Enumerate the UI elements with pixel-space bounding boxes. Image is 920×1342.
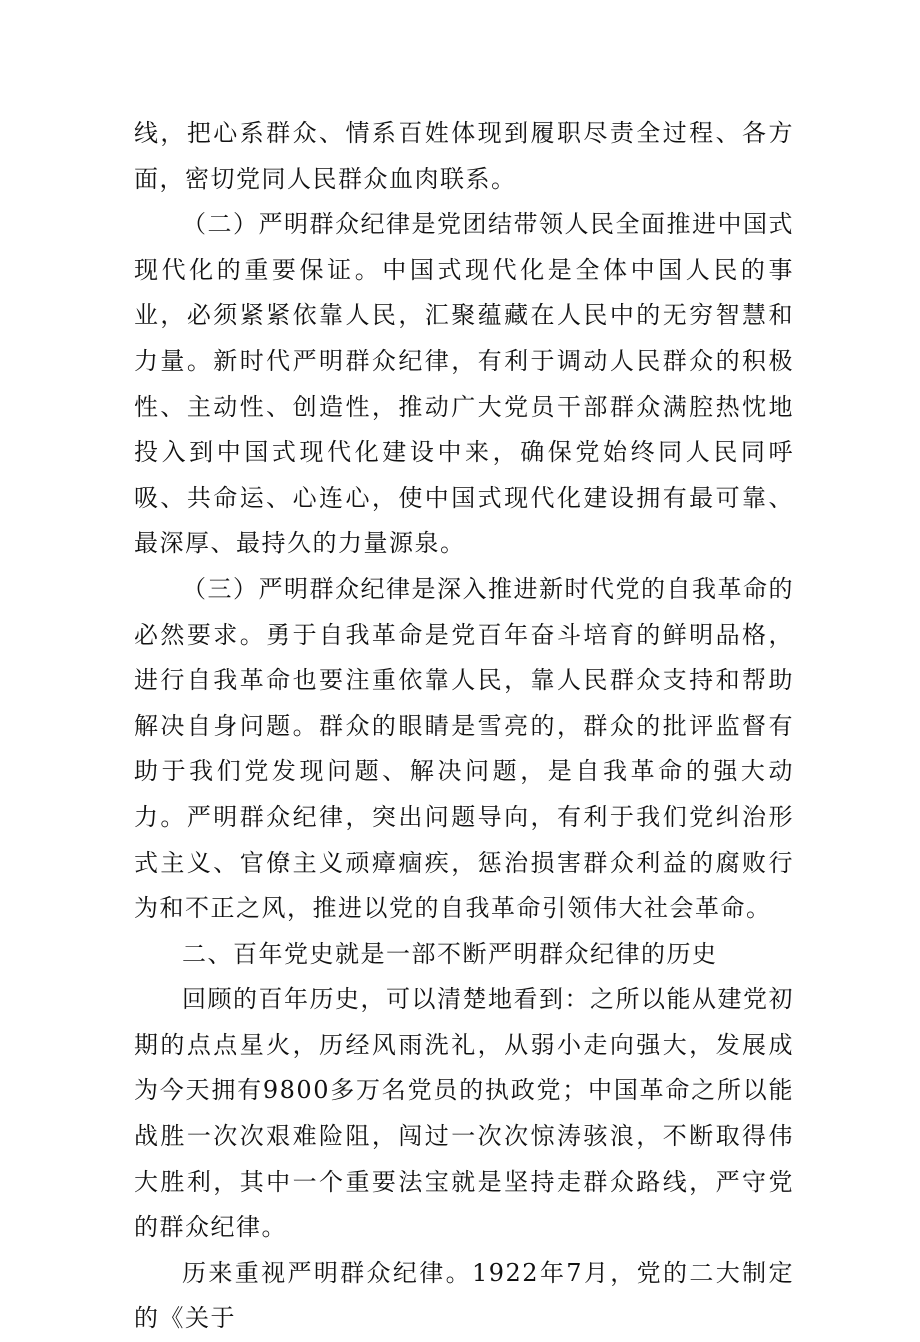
section-heading: 二、百年党史就是一部不断严明群众纪律的历史 xyxy=(182,939,718,968)
paragraph-history-review: 回顾的百年历史，可以清楚地看到：之所以能从建党初期的点点星火，历经风雨洗礼，从弱小走向强大，发展成为今天拥有9800多万名党员的执政党；中国革命之所以能战胜一次次艰难险阻，闯过一次次惊涛骇浪，不断取得伟大胜利，其中一个重要法宝就是坚持走群众路线，严守党的群众纪律。 xyxy=(134,985,794,1242)
paragraph-continuation: 线，把心系群众、情系百姓体现到履职尽责全过程、各方面，密切党同人民群众血肉联系。 xyxy=(134,119,794,193)
paragraph-history-1922: 历来重视严明群众纪律。1922年7月，党的二大制定的《关于 xyxy=(134,1258,794,1333)
document-body xyxy=(134,111,794,1342)
paragraph-section-three: （三）严明群众纪律是深入推进新时代党的自我革命的必然要求。勇于自我革命是党百年奋斗培育的鲜明品格，进行自我革命也要注重依靠人民，靠人民群众支持和帮助解决自身问题。群众的眼睛是雪亮的，群众的批评监督有助于我们党发现问题、解决问题，是自我革命的强大动力。严明群众纪律，突出问题导向，有利于我们党纠治形式主义、官僚主义顽瘴痼疾，惩治损害群众利益的腐败行为和不正之风，推进以党的自我革命引领伟大社会革命。 xyxy=(134,574,794,923)
paragraph-section-two: （二）严明群众纪律是党团结带领人民全面推进中国式现代化的重要保证。中国式现代化是全体中国人民的事业，必须紧紧依靠人民，汇聚蕴藏在人民中的无穷智慧和力量。新时代严明群众纪律，有利于调动人民群众的积极性、主动性、创造性，推动广大党员干部群众满腔热忱地投入到中国式现代化建设中来，确保党始终同人民同呼吸、共命运、心连心，使中国式现代化建设拥有最可靠、最深厚、最持久的力量源泉。 xyxy=(134,210,794,558)
